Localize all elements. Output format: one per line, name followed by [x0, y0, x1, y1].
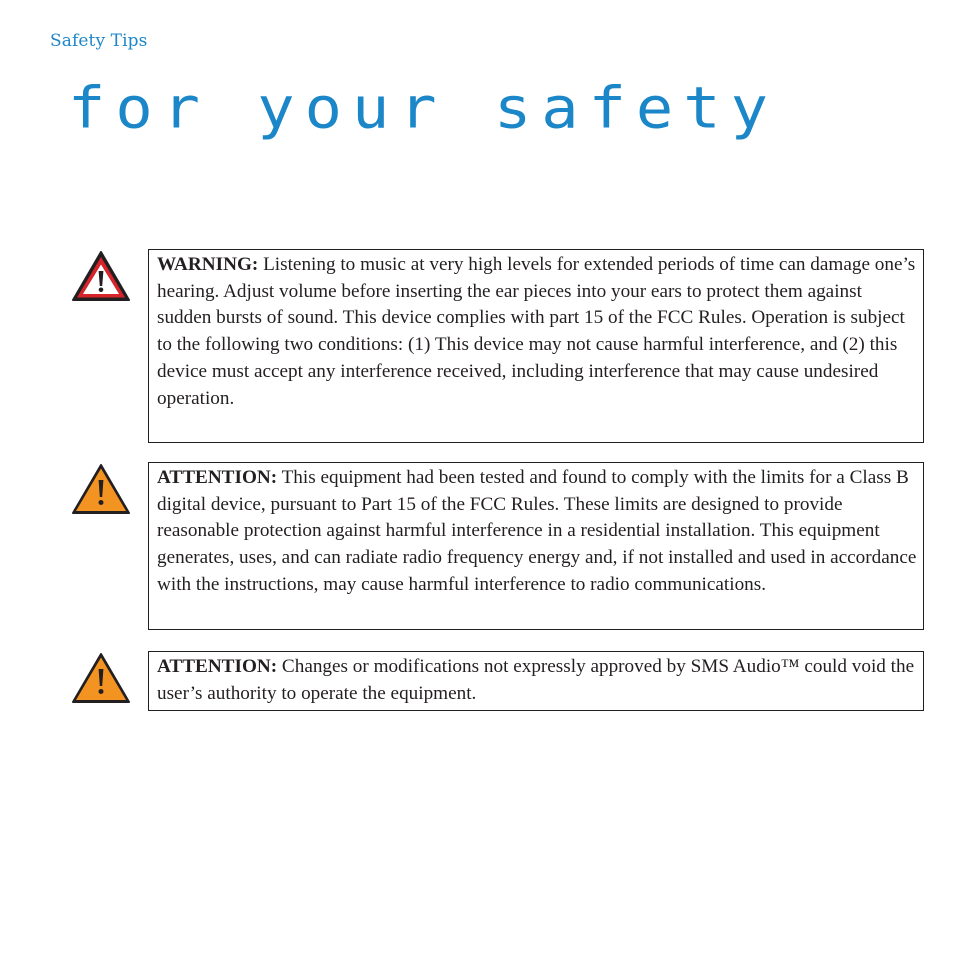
attention-triangle-icon: [71, 463, 131, 515]
attention-text-box: [148, 651, 924, 711]
notice-lead: WARNING:: [157, 254, 259, 275]
notice-lead: ATTENTION:: [157, 467, 278, 488]
warning-triangle-icon: [71, 250, 131, 302]
warning-text-box: [148, 249, 924, 443]
section-label: Safety Tips: [50, 31, 148, 51]
notice-body: This equipment had been tested and found to comply with the limits for a Class B digital device, pursuant to Part 15 of the FCC Rules. These limits are designed to provide reasonable protection against harmful interference in a residential installation. This equipment generates, uses, and can radiate radio frequency energy and, if not installed and used in accordance with the instructions, may cause harmful interference to radio communications.: [157, 467, 917, 595]
notice-body: Listening to music at very high levels for extended periods of time can damage one’s hearing. Adjust volume before inserting the ear pieces into your ears to protect them against sudden bursts of sound. This device complies with part 15 of the FCC Rules. Operation is subject to the following two conditions: (1) This device may not cause harmful interference, and (2) this device must accept any interference received, including interference that may cause undesired operation.: [157, 254, 916, 409]
notice-body: Changes or modifications not expressly approved by SMS Audio™ could void the user’s authority to operate the equipment.: [157, 656, 915, 704]
page-title: for your safety: [68, 74, 778, 142]
attention-triangle-icon: [71, 652, 131, 704]
notice-lead: ATTENTION:: [157, 656, 278, 677]
attention-text-box: [148, 462, 924, 630]
